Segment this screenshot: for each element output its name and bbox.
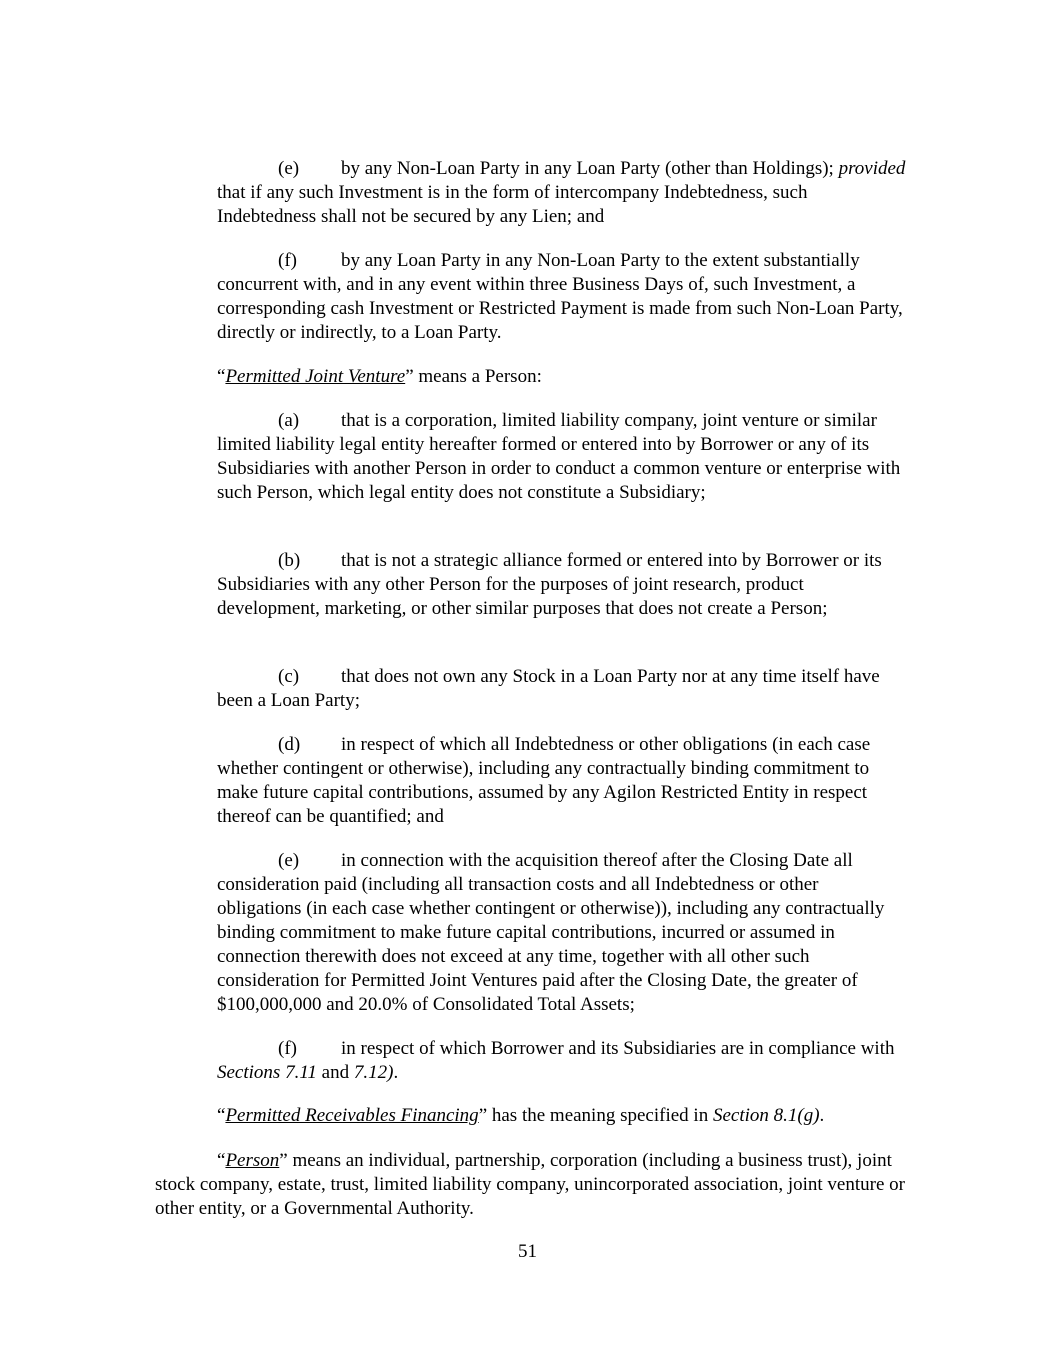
clause-label: (b) xyxy=(278,550,301,571)
clause-text: by any Loan Party in any Non-Loan Party to the extent substantially concurrent with, and in any event within three Business Days of, such Investment, a corresponding cash Investment or Restricted Payment is made from such Non-Loan Party, directly or indirectly, to a Loan Party. xyxy=(217,250,903,343)
clause-f-non-loan-party-investment xyxy=(217,249,907,345)
definition-person xyxy=(155,1149,907,1221)
clause-text: that does not own any Stock in a Loan Party nor at any time itself have been a Loan Party; xyxy=(217,666,880,711)
clause-label: (f) xyxy=(278,250,297,271)
clause-label: (f) xyxy=(278,1038,297,1059)
provided-term: provided xyxy=(838,158,906,179)
clause-f-compliance xyxy=(217,1037,907,1085)
section-reference: Section 8.1(g) xyxy=(712,1105,820,1126)
clause-b xyxy=(217,549,907,621)
open-quote: “ xyxy=(217,366,226,387)
clause-c xyxy=(217,665,907,713)
clause-d xyxy=(217,733,907,829)
clause-e-loan-party-investment xyxy=(217,157,907,229)
clause-text: in respect of which Borrower and its Subsidiaries are in compliance with xyxy=(341,1038,895,1059)
section-reference: Sections 7.11 xyxy=(217,1062,317,1083)
clause-label: (e) xyxy=(278,158,300,179)
clause-e-acquisition xyxy=(217,849,907,1017)
section-reference: 7.12) xyxy=(353,1062,394,1083)
clause-text: that is not a strategic alliance formed or entered into by Borrower or its Subsidiaries with any other Person for the purposes of joint research, product development, marketing, or other similar purposes that does not create a Person; xyxy=(217,550,882,619)
open-quote: “ xyxy=(217,1150,226,1171)
conjunction: and xyxy=(316,1062,354,1083)
clause-text: by any Non-Loan Party in any Loan Party (other than Holdings); xyxy=(341,158,834,179)
clause-a xyxy=(217,409,907,505)
clause-label: (d) xyxy=(278,734,301,755)
clause-label: (c) xyxy=(278,666,300,687)
page-number: 51 xyxy=(518,1241,537,1262)
clause-text: that is a corporation, limited liability company, joint venture or similar limited liability legal entity hereafter formed or entered into by Borrower or any of its Subsidiaries with another Person in order to conduct a common venture or enterprise with such Person, which legal entity does not constitute a Subsidiary; xyxy=(217,410,901,503)
definition-text: ” has the meaning specified in xyxy=(478,1105,713,1126)
clause-text-continued: that if any such Investment is in the form of intercompany Indebtedness, such Indebtedness shall not be secured by any Lien; and xyxy=(217,182,808,227)
clause-text: in respect of which all Indebtedness or other obligations (in each case whether contingent or otherwise), including any contractually binding commitment to make future capital contributions, assumed by any Agilon Restricted Entity in respect thereof can be quantified; and xyxy=(217,734,871,827)
clause-text: in connection with the acquisition thereof after the Closing Date all consideration paid (including all transaction costs and all Indebtedness or other obligations (in each case whether contingent or otherwise)), including any contractually binding commitment to make future capital contributions, incurred or assumed in connection therewith does not exceed at any time, together with all other such consideration for Permitted Joint Ventures paid after the Closing Date, the greater of $100,000,000 and 20.0% of Consolidated Total Assets; xyxy=(217,850,885,1015)
definition-text: ” means an individual, partnership, corporation (including a business trust), joint stock company, estate, trust, limited liability company, unincorporated association, joint venture or other entity, or a Governmental Authority. xyxy=(155,1150,905,1219)
definition-permitted-joint-venture xyxy=(217,365,907,389)
definition-text: ” means a Person: xyxy=(405,366,542,387)
open-quote: “ xyxy=(217,1105,226,1126)
clause-label: (a) xyxy=(278,410,300,431)
defined-term: Permitted Receivables Financing xyxy=(225,1105,479,1126)
defined-term: Permitted Joint Venture xyxy=(225,366,406,387)
clause-label: (e) xyxy=(278,850,300,871)
defined-term: Person xyxy=(225,1150,280,1171)
period: . xyxy=(819,1105,825,1126)
period: . xyxy=(393,1062,399,1083)
definition-permitted-receivables-financing xyxy=(217,1104,907,1128)
